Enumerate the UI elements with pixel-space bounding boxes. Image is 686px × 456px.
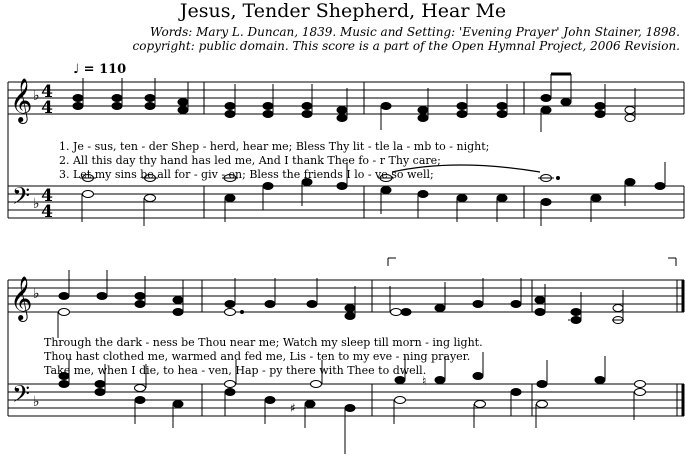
clefs xyxy=(10,78,32,413)
svg-text:♭: ♭ xyxy=(33,394,40,410)
lyric-verse-2-system-2: Thou hast clothed me, warmed and fed me, Lis - ten to my eve - ning prayer. xyxy=(44,350,471,363)
measure-3 xyxy=(381,84,507,130)
svg-text:♭: ♭ xyxy=(33,196,40,212)
svg-text:♯: ♯ xyxy=(290,401,296,415)
treble-notes-system-1 xyxy=(73,74,635,132)
lyric-verse-1-system-2: Through the dark - ness be Thou near me; Watch my sleep till morn - ing light. xyxy=(44,336,483,349)
credits-line-words: Words: Mary L. Duncan, 1839. Music and Setting: 'Evening Prayer' John Stainer, 1898. xyxy=(149,25,680,39)
bass-clef-icon: 𝄢 xyxy=(12,182,31,215)
bass-clef-icon: 𝄢 xyxy=(12,380,31,413)
treble-clef-icon: 𝄞 xyxy=(10,78,33,122)
lyric-verse-2: 2. All this day thy hand has led me, And I thank Thee fo - r Thy care; xyxy=(59,154,441,167)
svg-text:♮: ♮ xyxy=(422,374,427,388)
lyric-verse-3-system-2: Take me, when I die, to hea - ven, Hap - py there with Thee to dwell. xyxy=(44,364,427,377)
key-signature-flats xyxy=(33,88,40,410)
svg-text:4: 4 xyxy=(41,98,53,118)
hymn-title: Jesus, Tender Shepherd, Hear Me xyxy=(179,0,507,22)
svg-text:4: 4 xyxy=(41,82,53,102)
time-signatures xyxy=(41,82,53,222)
treble-clef-icon: 𝄞 xyxy=(10,276,33,320)
lyric-verse-1: 1. Je - sus, ten - der Shep - herd, hear me; Bless Thy lit - tle la - mb to - night; xyxy=(59,140,490,153)
credits-line-copyright: copyright: public domain. This score is a part of the Open Hymnal Project, 2006 Revision. xyxy=(132,39,680,53)
svg-text:♭: ♭ xyxy=(33,286,40,302)
measure-1 xyxy=(73,78,188,114)
svg-text:♭: ♭ xyxy=(33,88,40,104)
svg-text:4: 4 xyxy=(41,186,53,206)
treble-notes-system-2 xyxy=(58,258,676,338)
measure-4 xyxy=(541,74,635,132)
tempo-marking: ♩ = 110 xyxy=(73,62,127,77)
svg-text:4: 4 xyxy=(41,202,53,222)
lyric-verse-3: 3. Let my sins be all for - giv - en; Bless the friends I lo - ve so well; xyxy=(59,168,434,181)
